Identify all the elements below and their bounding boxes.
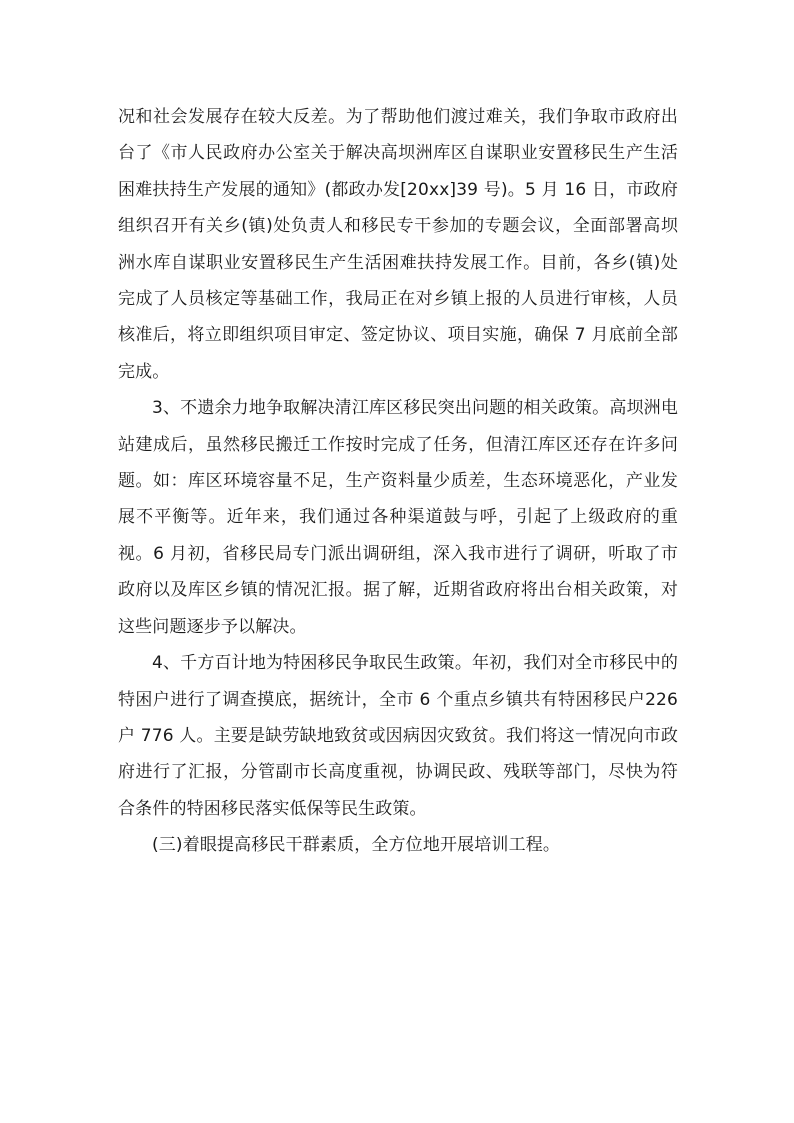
paragraph-continuation: 况和社会发展存在较大反差。为了帮助他们渡过难关，我们争取市政府出台了《市人民政府办公室关于解决高坝洲库区自谋职业安置移民生产生活困难扶持生产发展的通知》(都政办发[20xx]39 号)。5 月 16 日，市政府组织召开有关乡(镇)处负责人和移民专干参加的专题会议，全面部署高坝洲水库自谋职业安置移民生产生活困难扶持发展工作。目前，各乡(镇)处完成了人员核定等基础工作，我局正在对乡镇上报的人员进行审核，人员核准后，将立即组织项目审定、签定协议、项目实施，确保 7 月底前全部完成。 [118,107,678,382]
document-body [118,99,678,864]
section-heading-3: (三)着眼提高移民干群素质，全方位地开展培训工程。 [152,835,561,856]
paragraph-item-4: 4、千方百计地为特困移民争取民生政策。年初，我们对全市移民中的特困户进行了调查摸底，据统计，全市 6 个重点乡镇共有特困移民户226 户 776 人。主要是缺劳缺地致贫或因病因灾致贫。我们将这一情况向市政府进行了汇报，分管副市长高度重视，协调民政、残联等部门，尽快为符合条件的特困移民落实低保等民生政策。 [118,653,678,819]
paragraph-item-3: 3、不遗余力地争取解决清江库区移民突出问题的相关政策。高坝洲电站建成后，虽然移民搬迁工作按时完成了任务，但清江库区还存在许多问题。如：库区环境容量不足，生产资料量少质差，生态环境恶化，产业发展不平衡等。近年来，我们通过各种渠道鼓与呼，引起了上级政府的重视。6 月初，省移民局专门派出调研组，深入我市进行了调研，听取了市政府以及库区乡镇的情况汇报。据了解，近期省政府将出台相关政策，对这些问题逐步予以解决。 [118,398,678,637]
